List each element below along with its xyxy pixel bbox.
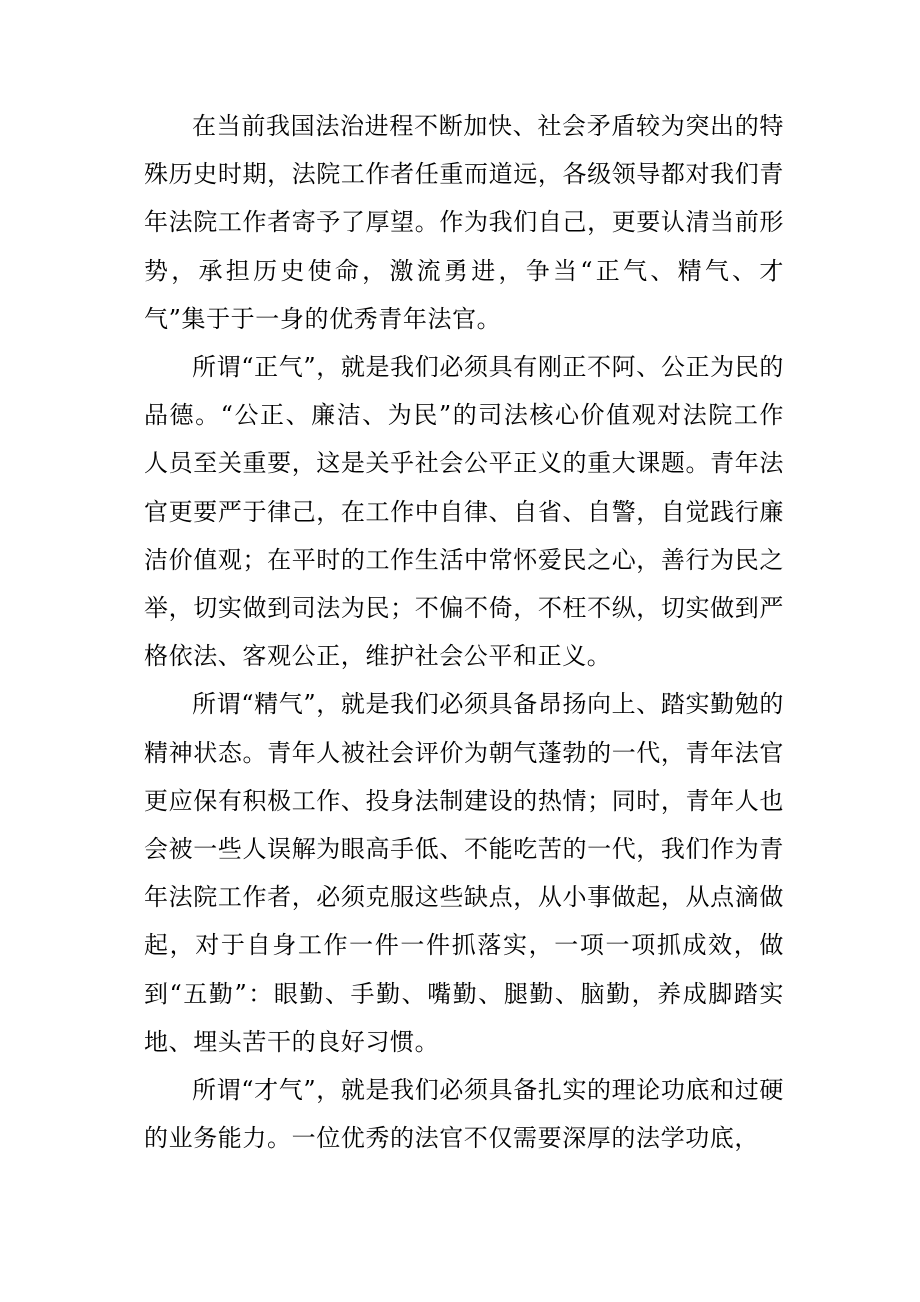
paragraph-jingqi: 所谓“精气”，就是我们必须具备昂扬向上、踏实勤勉的精神状态。青年人被社会评价为朝气蓬勃的一代，青年法官更应保有积极工作、投身法制建设的热情；同时，青年人也会被一些人误解为眼高手低、不能吃苦的一代，我们作为青年法院工作者，必须克服这些缺点，从小事做起，从点滴做起，对于自身工作一件一件抓落实，一项一项抓成效，做到“五勤”：眼勤、手勤、嘴勤、腿勤、脑勤，养成脚踏实地、埋头苦干的良好习惯。 [144, 690, 784, 1056]
paragraph-zhengqi: 所谓“正气”，就是我们必须具有刚正不阿、公正为民的品德。“公正、廉洁、为民”的司法核心价值观对法院工作人员至关重要，这是关乎社会公平正义的重大课题。青年法官更要严于律己，在工作中自律、自省、自警，自觉践行廉洁价值观；在平时的工作生活中常怀爱民之心，善行为民之举，切实做到司法为民；不偏不倚，不枉不纵，切实做到严格依法、客观公正，维护社会公平和正义。 [144, 353, 784, 671]
paragraph-intro: 在当前我国法治进程不断加快、社会矛盾较为突出的特殊历史时期，法院工作者任重而道远，各级领导都对我们青年法院工作者寄予了厚望。作为我们自己，更要认清当前形势，承担历史使命，激流勇进，争当“正气、精气、才气”集于于一身的优秀青年法官。 [144, 112, 784, 333]
paragraph-caiqi: 所谓“才气”，就是我们必须具备扎实的理论功底和过硬的业务能力。一位优秀的法官不仅需要深厚的法学功底， [144, 1076, 784, 1153]
document-body [144, 102, 784, 1162]
